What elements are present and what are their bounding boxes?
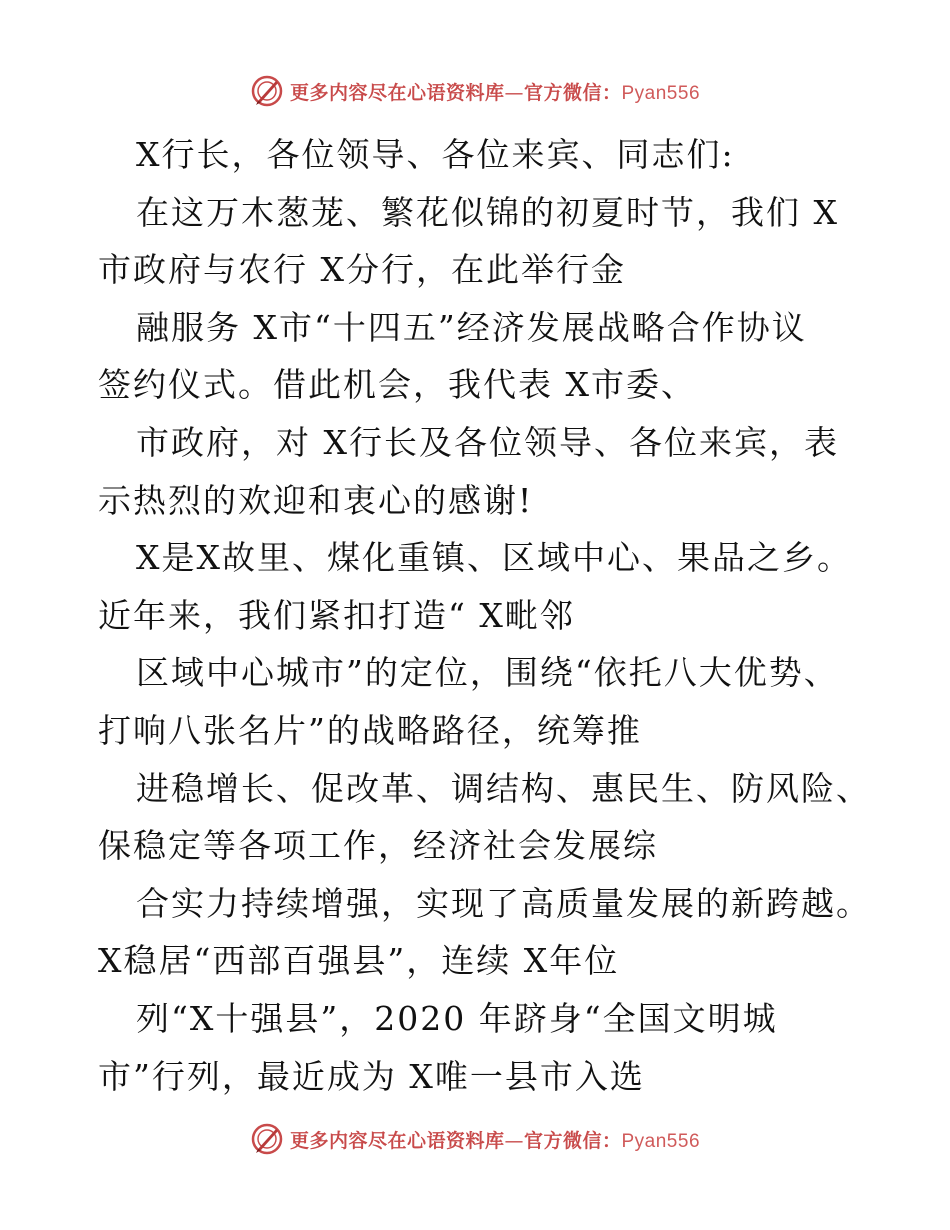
banner-official-label: 官方微信： — [523, 81, 622, 104]
document-body — [98, 126, 871, 1105]
banner-official-label: 官方微信： — [523, 1129, 622, 1152]
text-line: 进稳增长、促改革、调结构、惠民生、防风险、 — [136, 768, 871, 808]
header-banner-text — [290, 78, 700, 105]
text-line: 市政府与农行 X分行，在此举行金 — [98, 250, 626, 290]
text-line: 融服务 X市“十四五”经济发展战略合作协议 — [136, 307, 807, 347]
banner-wechat-id: Pyan556 — [621, 82, 701, 104]
text-line: 市”行列，最近成为 X唯一县市入选 — [98, 1056, 645, 1096]
text-line: 区域中心城市”的定位，围绕“依托八大优势、 — [136, 653, 839, 693]
footer-banner-text — [290, 1126, 700, 1153]
banner-title: 更多内容尽在心语资料库 — [289, 81, 505, 104]
text-line: 合实力持续增强，实现了高质量发展的新跨越。 — [136, 883, 871, 923]
banner-title: 更多内容尽在心语资料库 — [289, 1129, 505, 1152]
text-line: 打响八张名片”的战略路径，统筹推 — [98, 710, 642, 750]
text-line: 近年来，我们紧扣打造“ X毗邻 — [98, 595, 575, 635]
banner-wechat-id: Pyan556 — [621, 1130, 701, 1152]
text-line: X行长，各位领导、各位来宾、同志们: — [136, 135, 735, 174]
quill-logo-icon — [250, 1122, 284, 1156]
footer-banner — [0, 1119, 950, 1159]
banner-separator: — — [504, 1129, 524, 1152]
text-line: 签约仪式。借此机会，我代表 X市委、 — [98, 365, 696, 405]
text-line: 在这万木葱茏、繁花似锦的初夏时节，我们 X — [136, 192, 839, 232]
text-line: X稳居“西部百强县”，连续 X年位 — [98, 941, 620, 981]
header-banner — [0, 71, 950, 111]
banner-separator: — — [504, 81, 524, 104]
text-line: 示热烈的欢迎和衷心的感谢! — [98, 480, 534, 520]
text-line: X是X故里、煤化重镇、区域中心、果品之乡。 — [136, 538, 852, 578]
quill-logo-icon — [250, 74, 284, 108]
text-line: 保稳定等各项工作，经济社会发展综 — [98, 826, 658, 866]
text-line: 市政府，对 X行长及各位领导、各位来宾，表 — [136, 422, 839, 462]
text-line: 列“X十强县”，2020 年跻身“全国文明城 — [136, 998, 778, 1038]
